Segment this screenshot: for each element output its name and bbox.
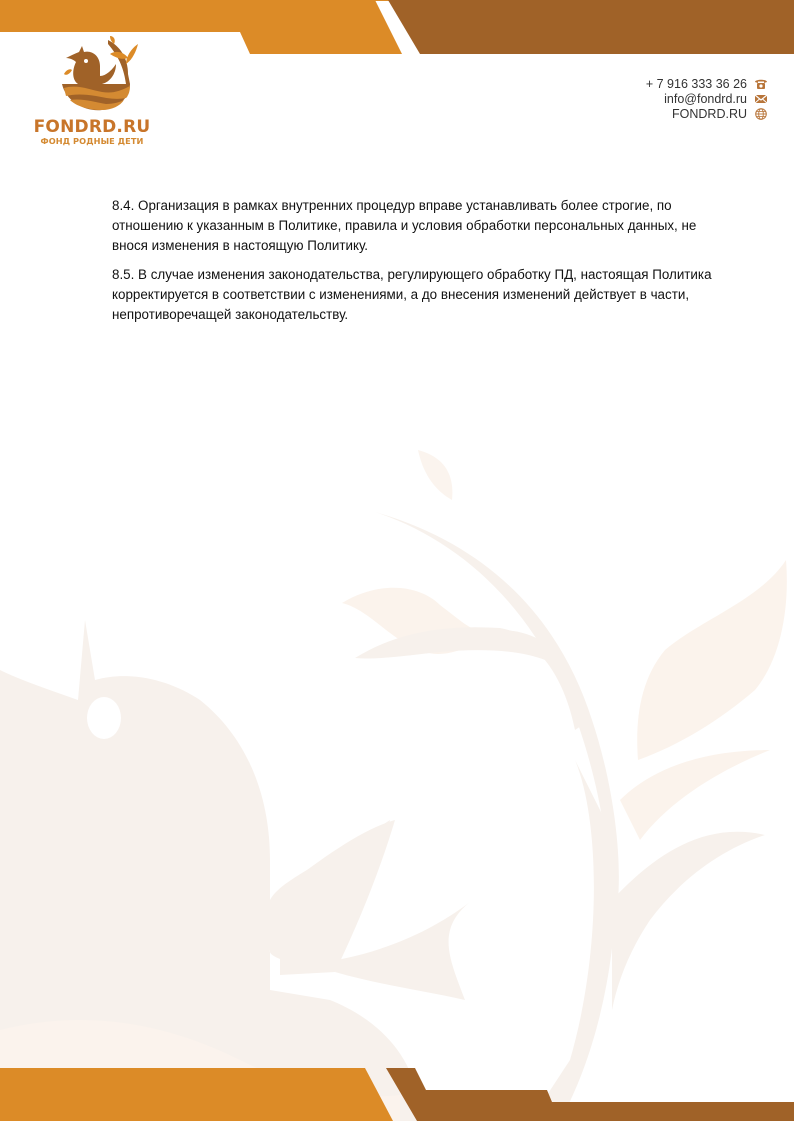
text-line: внося изменения в настоящую Политику. bbox=[112, 238, 369, 253]
contact-website bbox=[646, 106, 768, 121]
logo-title: FONDRD.RU bbox=[33, 117, 151, 137]
text-line: корректируется в соответствии с изменениями, а до внесения изменений действует в части, bbox=[112, 287, 690, 302]
text-line: 8.4. Организация в рамках внутренних процедур вправе устанавливать более строгие, по bbox=[112, 198, 672, 213]
text-line: непротиворечащей законодательству. bbox=[112, 307, 349, 322]
paragraph-8-4 bbox=[112, 196, 712, 256]
paragraph-8-5 bbox=[112, 265, 712, 325]
phone-icon bbox=[754, 78, 768, 90]
website-url: FONDRD.RU bbox=[672, 106, 747, 121]
text-line: отношению к указанным в Политике, правила и условия обработки персональных данных, не bbox=[112, 218, 697, 233]
logo-subtitle: ФОНД РОДНЫЕ ДЕТИ bbox=[40, 136, 144, 146]
text-line: 8.5. В случае изменения законодательства, регулирующего обработку ПД, настоящая Политика bbox=[112, 267, 712, 282]
document-body bbox=[112, 196, 712, 334]
contact-phone bbox=[646, 76, 768, 91]
globe-icon bbox=[754, 108, 768, 120]
contact-block bbox=[646, 76, 768, 121]
email-address: info@fondrd.ru bbox=[664, 91, 747, 106]
envelope-icon bbox=[754, 93, 768, 105]
logo bbox=[32, 30, 152, 146]
bird-in-nest-logo-icon bbox=[44, 30, 140, 114]
phone-number: + 7 916 333 36 26 bbox=[645, 76, 747, 91]
contact-email bbox=[646, 91, 768, 106]
footer-decor-band bbox=[0, 1061, 794, 1121]
